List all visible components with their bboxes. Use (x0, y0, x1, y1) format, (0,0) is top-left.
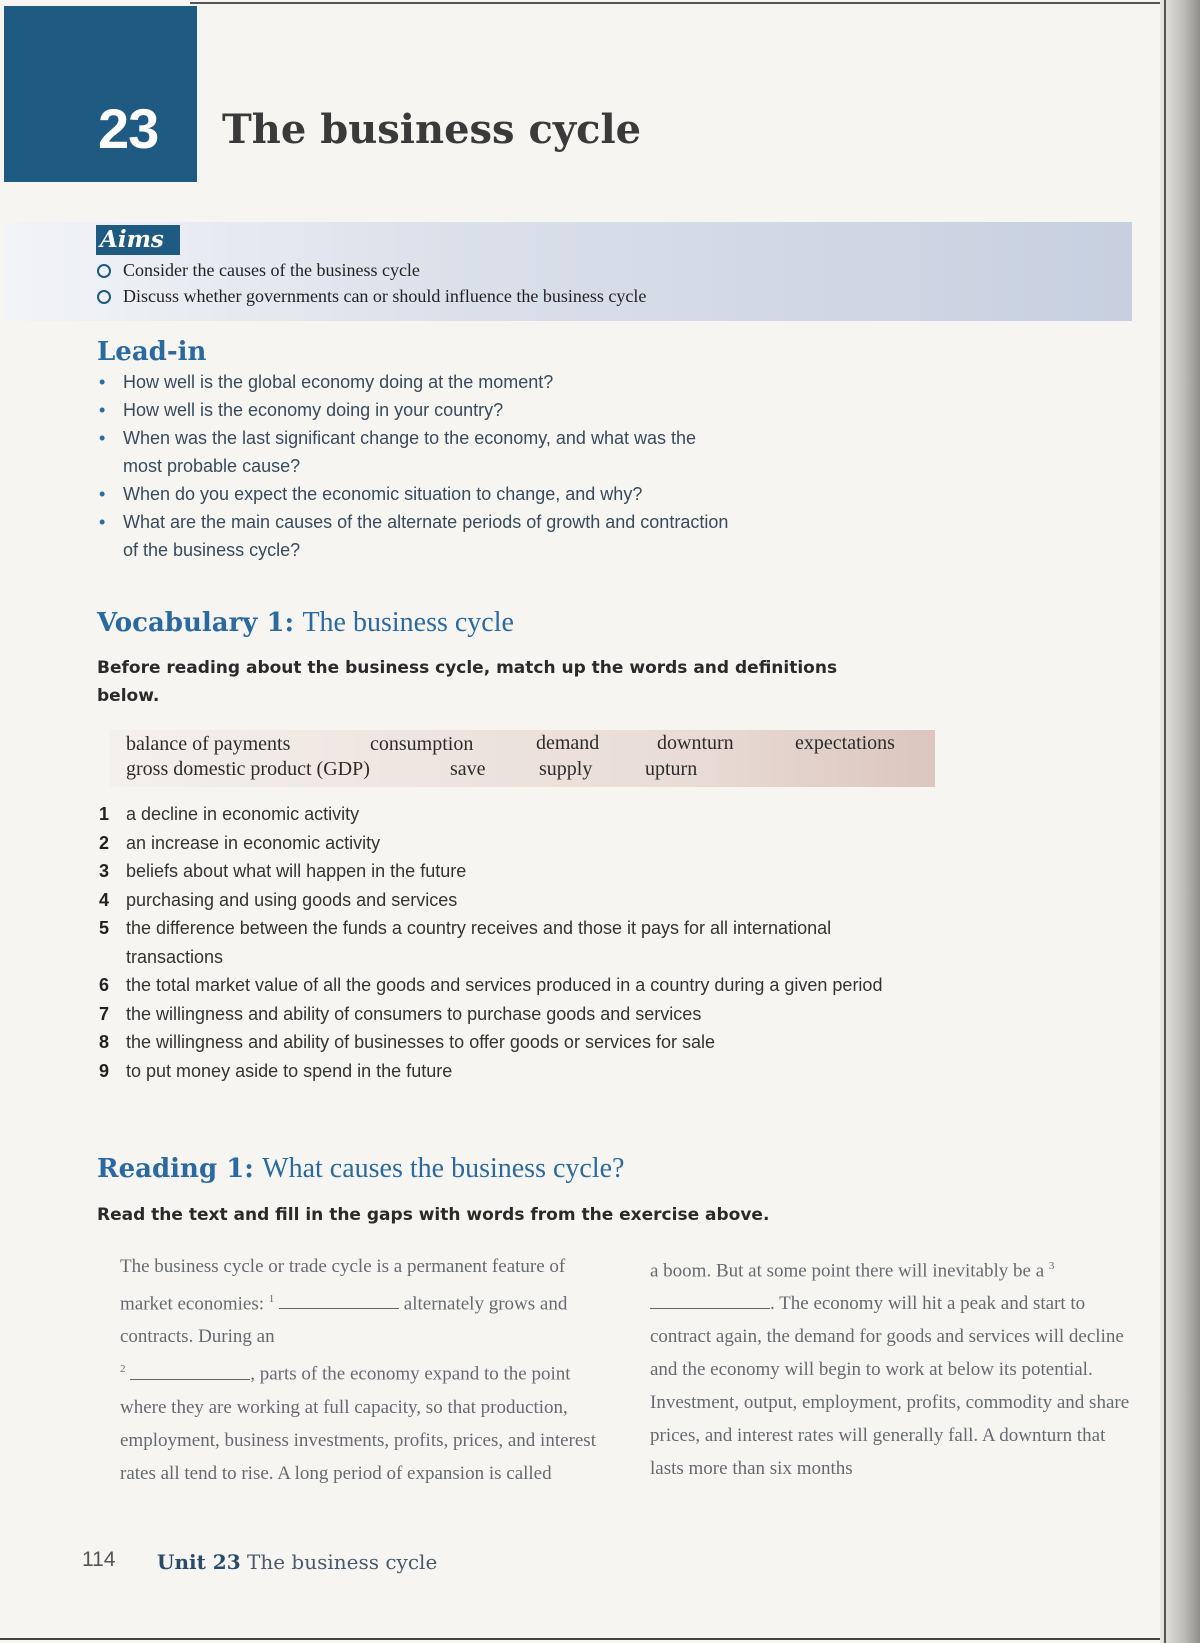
definition-number: 5 (99, 918, 110, 938)
definition-item (97, 971, 897, 1000)
aims-label: Aims (96, 225, 180, 255)
definition-text: an increase in economic activity (126, 832, 381, 853)
definition-number: 3 (99, 861, 110, 881)
lead-in-heading (97, 337, 206, 367)
footer-unit (157, 1550, 437, 1574)
reading-text-left (120, 1250, 600, 1490)
definition-text: the difference between the funds a country receives and those it pays for all international transactions (126, 918, 832, 967)
definition-item (97, 1057, 897, 1086)
top-border (190, 2, 1160, 4)
lead-in-question: • When was the last significant change to the economy, and what was the most probable cause? (97, 424, 737, 480)
definition-number: 9 (99, 1060, 110, 1081)
unit-number: 23 (98, 97, 159, 160)
gap-blank[interactable] (650, 1290, 770, 1309)
definition-item (97, 1000, 897, 1029)
word-option: gross domestic product (GDP) (126, 758, 370, 780)
aim-text: Discuss whether governments can or should influence the business cycle (123, 286, 647, 306)
definition-number: 1 (99, 804, 110, 824)
aim-item (97, 260, 420, 281)
definition-item (97, 800, 897, 829)
vocabulary-heading-title: The business cycle (302, 607, 514, 638)
word-option: supply (539, 758, 593, 780)
circle-bullet-icon (97, 290, 111, 304)
definition-item (97, 829, 897, 858)
page-edge-line (1164, 0, 1166, 1643)
reading-text: alternately grows and contracts. During an (120, 1293, 568, 1348)
definition-text: the willingness and ability of businesses to offer goods or services for sale (126, 1032, 715, 1052)
definition-number: 7 (99, 1003, 110, 1024)
reading-text-right (650, 1250, 1135, 1485)
bottom-border (0, 1638, 1160, 1640)
definition-item (97, 1028, 897, 1057)
definition-item (97, 886, 897, 915)
reading-heading-title: What causes the business cycle? (262, 1153, 625, 1184)
lead-in-question: • When do you expect the economic situation to change, and why? (97, 480, 737, 508)
definition-text: a decline in economic activity (126, 804, 360, 824)
circle-bullet-icon (97, 264, 111, 278)
reading-text: a boom. But at some point there will inevitably be a (650, 1260, 1049, 1282)
definition-number: 6 (99, 975, 110, 995)
word-option: demand (536, 732, 600, 754)
reading-text: The business cycle or trade cycle is a permanent feature of market economies: (120, 1256, 566, 1315)
footer-unit-title: The business cycle (246, 1550, 438, 1574)
gap-number: 3 (1048, 1260, 1055, 1272)
word-option: consumption (370, 733, 474, 755)
gap-blank[interactable] (130, 1361, 250, 1380)
gap-blank[interactable] (279, 1290, 399, 1309)
reading-heading (97, 1153, 624, 1185)
definition-number: 8 (99, 1032, 110, 1052)
lead-in-question: • How well is the economy doing in your country? (97, 396, 737, 424)
definitions-list (97, 800, 897, 1085)
page-number: 114 (82, 1548, 116, 1571)
word-option: upturn (645, 758, 698, 780)
definition-text: the willingness and ability of consumers to purchase goods and services (126, 1003, 702, 1024)
footer-unit-label: Unit 23 (157, 1550, 241, 1574)
word-option: balance of payments (126, 733, 291, 755)
definition-text: to put money aside to spend in the future (126, 1060, 453, 1081)
lead-in-list (97, 368, 737, 564)
word-option: downturn (657, 732, 734, 754)
vocabulary-heading (97, 607, 514, 639)
gap-number: 2 (120, 1363, 126, 1376)
lead-in-question: • What are the main causes of the alternate periods of growth and contraction of the business cycle? (97, 508, 737, 564)
word-option: save (450, 758, 486, 780)
word-option: expectations (795, 732, 895, 754)
definition-item (97, 857, 897, 886)
reading-heading-bold: Reading 1: (97, 1154, 254, 1184)
gap-number: 1 (268, 1293, 275, 1305)
definition-text: purchasing and using goods and services (126, 889, 458, 910)
unit-title: The business cycle (222, 106, 642, 153)
page-edge (1160, 0, 1200, 1643)
definition-number: 2 (99, 832, 110, 853)
lead-in-title: Lead-in (97, 337, 207, 367)
definition-text: the total market value of all the goods and services produced in a country during a given period (126, 975, 883, 995)
vocabulary-instruction: Before reading about the business cycle, match up the words and definitions below. (97, 658, 838, 706)
reading-instruction: Read the text and fill in the gaps with words from the exercise above. (97, 1205, 770, 1225)
vocabulary-heading-bold: Vocabulary 1: (97, 608, 295, 638)
definition-number: 4 (99, 889, 110, 910)
definition-item (97, 914, 897, 971)
reading-text: , parts of the economy expand to the point where they are working at full capacity, so that production, employment, business investments, profits, prices, and interest rates all tend to rise. A long period of expansion is called (120, 1363, 596, 1484)
lead-in-question: • How well is the global economy doing at the moment? (97, 368, 737, 396)
aim-text: Consider the causes of the business cycle (123, 260, 420, 280)
definition-text: beliefs about what will happen in the future (126, 861, 467, 881)
reading-text: . The economy will hit a peak and start to contract again, the demand for goods and services will decline and the economy will begin to work at below its potential. Investment, output, employment, profits, commodity and share prices, and interest rates will generally fall. A downturn that lasts more than six months (650, 1293, 1130, 1480)
aim-item (97, 286, 646, 307)
